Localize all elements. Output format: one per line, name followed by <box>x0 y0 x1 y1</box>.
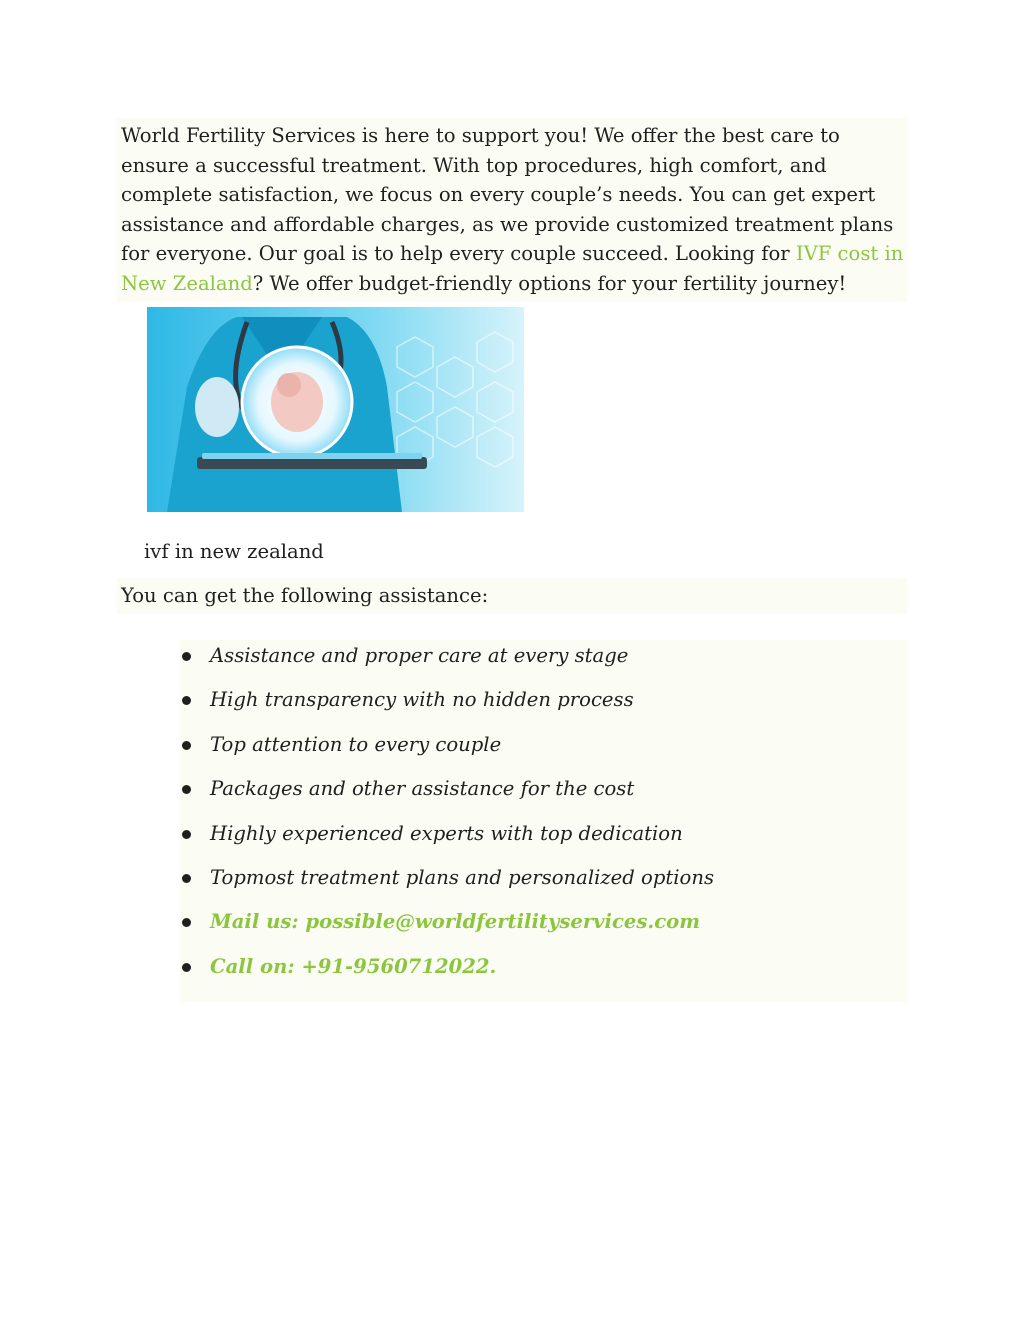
bullet-icon <box>182 696 191 705</box>
bullet-icon <box>182 785 191 794</box>
list-item-text: Topmost treatment plans and personalized options <box>210 865 715 889</box>
ivf-cost-link[interactable]: IVF cost in New Zealand <box>121 242 904 295</box>
list-item-text: High transparency with no hidden process <box>210 688 634 712</box>
bullet-icon <box>182 741 191 750</box>
doctor-embryo-illustration <box>147 307 524 512</box>
assistance-list-box <box>180 640 907 1002</box>
mail-link[interactable]: Mail us: possible@worldfertilityservices.com <box>210 910 700 934</box>
bullet-icon <box>182 874 191 883</box>
intro-text-after: ? We offer budget-friendly options for your fertility journey! <box>252 271 847 295</box>
image-caption: ivf in new zealand <box>144 540 324 563</box>
intro-paragraph <box>117 118 907 302</box>
phone-link[interactable]: Call on: +91-9560712022. <box>210 954 497 978</box>
ivf-illustration <box>147 307 524 512</box>
list-item-text: Packages and other assistance for the cost <box>210 777 635 801</box>
list-item-text: Highly experienced experts with top dedication <box>210 821 683 845</box>
bullet-icon <box>182 963 191 972</box>
assistance-heading: You can get the following assistance: <box>117 578 907 614</box>
list-item-text: Assistance and proper care at every stage <box>210 644 629 667</box>
bullet-icon <box>182 830 191 839</box>
intro-text-before: World Fertility Services is here to support you! We offer the best care to ensure a successful treatment. With top procedures, high comfort, and complete satisfaction, we focus on every couple’s needs. You can get expert assistance and affordable charges, as we provide customized treatment plans for everyone. Our goal is to help every couple succeed. Looking for <box>121 124 894 265</box>
bullet-icon <box>182 652 191 661</box>
bullet-icon <box>182 918 191 927</box>
list-item-text: Top attention to every couple <box>210 732 502 756</box>
